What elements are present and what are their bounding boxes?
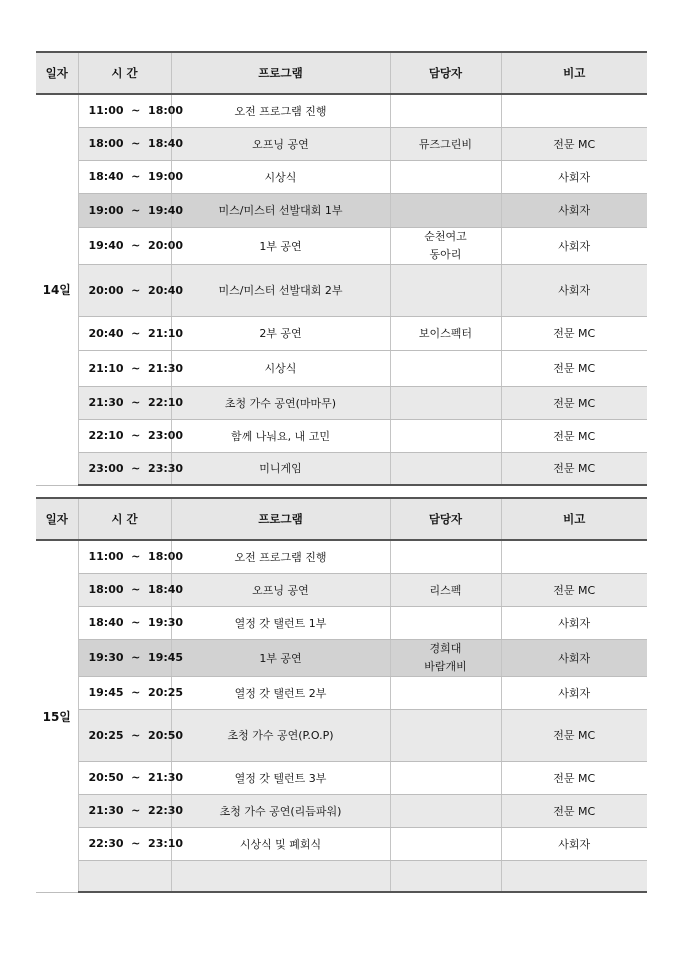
time-cell: 11:00 ~ 18:00 xyxy=(78,94,171,127)
note-cell: 사회자 xyxy=(501,606,647,639)
manager-cell xyxy=(390,193,501,227)
time-cell: 18:00 ~ 18:40 xyxy=(78,573,171,606)
time-cell: 18:40 ~ 19:30 xyxy=(78,606,171,639)
manager-cell xyxy=(390,386,501,419)
program-cell: 시상식 및 폐회식 xyxy=(171,827,390,860)
time-cell: 21:30 ~ 22:10 xyxy=(78,386,171,419)
program-cell: 오전 프로그램 진행 xyxy=(171,540,390,573)
time-cell: 22:10 ~ 23:00 xyxy=(78,419,171,452)
note-cell: 전문 MC xyxy=(501,316,647,350)
program-cell: 열정 갓 탤런트 2부 xyxy=(171,676,390,709)
program-cell: 열정 갓 탤런트 1부 xyxy=(171,606,390,639)
header-day: 일자 xyxy=(36,52,78,94)
note-cell: 전문 MC xyxy=(501,386,647,419)
table-row xyxy=(36,606,647,639)
table-row xyxy=(36,573,647,606)
note-cell: 전문 MC xyxy=(501,350,647,386)
header-day: 일자 xyxy=(36,498,78,540)
manager-cell xyxy=(390,794,501,827)
manager-cell xyxy=(390,761,501,794)
manager-cell xyxy=(390,606,501,639)
header-program: 프로그램 xyxy=(171,498,390,540)
table-row xyxy=(36,676,647,709)
manager-cell: 경희대 바람개비 xyxy=(390,639,501,676)
time-cell: 23:00 ~ 23:30 xyxy=(78,452,171,485)
manager-cell: 뮤즈그린비 xyxy=(390,127,501,160)
time-cell: 19:45 ~ 20:25 xyxy=(78,676,171,709)
time-cell xyxy=(78,860,171,892)
manager-cell: 보이스펙터 xyxy=(390,316,501,350)
header-note: 비고 xyxy=(501,498,647,540)
note-cell: 전문 MC xyxy=(501,419,647,452)
table-row xyxy=(36,264,647,316)
header-time: 시 간 xyxy=(78,52,171,94)
table-row xyxy=(36,227,647,264)
table-row xyxy=(36,160,647,193)
header-time: 시 간 xyxy=(78,498,171,540)
day-label: 14일 xyxy=(36,94,78,485)
manager-cell xyxy=(390,452,501,485)
table-row xyxy=(36,794,647,827)
note-cell: 사회자 xyxy=(501,827,647,860)
program-cell: 오전 프로그램 진행 xyxy=(171,94,390,127)
manager-cell xyxy=(390,94,501,127)
manager-cell xyxy=(390,160,501,193)
note-cell: 전문 MC xyxy=(501,452,647,485)
manager-cell xyxy=(390,540,501,573)
program-cell: 미니게임 xyxy=(171,452,390,485)
time-cell: 19:00 ~ 19:40 xyxy=(78,193,171,227)
note-cell: 사회자 xyxy=(501,676,647,709)
time-cell: 19:30 ~ 19:45 xyxy=(78,639,171,676)
table-row xyxy=(36,860,647,892)
table-row xyxy=(36,639,647,676)
time-cell: 20:25 ~ 20:50 xyxy=(78,709,171,761)
manager-cell xyxy=(390,709,501,761)
table-row xyxy=(36,350,647,386)
header-note: 비고 xyxy=(501,52,647,94)
table-row xyxy=(36,316,647,350)
note-cell: 전문 MC xyxy=(501,127,647,160)
manager-cell xyxy=(390,419,501,452)
program-cell: 오프닝 공연 xyxy=(171,573,390,606)
table-row xyxy=(36,761,647,794)
time-cell: 18:00 ~ 18:40 xyxy=(78,127,171,160)
manager-cell xyxy=(390,264,501,316)
header-manager: 담당자 xyxy=(390,498,501,540)
manager-cell xyxy=(390,860,501,892)
table-header-row xyxy=(36,52,647,94)
time-cell: 22:30 ~ 23:10 xyxy=(78,827,171,860)
table-row xyxy=(36,127,647,160)
program-cell xyxy=(171,860,390,892)
time-cell: 21:30 ~ 22:30 xyxy=(78,794,171,827)
table-row xyxy=(36,540,647,573)
note-cell: 사회자 xyxy=(501,639,647,676)
program-cell: 오프닝 공연 xyxy=(171,127,390,160)
table-row xyxy=(36,94,647,127)
manager-cell: 리스펙 xyxy=(390,573,501,606)
note-cell: 전문 MC xyxy=(501,761,647,794)
time-cell: 20:00 ~ 20:40 xyxy=(78,264,171,316)
note-cell: 사회자 xyxy=(501,264,647,316)
program-cell: 미스/미스터 선발대회 1부 xyxy=(171,193,390,227)
note-cell xyxy=(501,94,647,127)
note-cell: 전문 MC xyxy=(501,794,647,827)
schedule-table-day15 xyxy=(36,497,647,893)
table-row xyxy=(36,386,647,419)
program-cell: 시상식 xyxy=(171,160,390,193)
table-row xyxy=(36,827,647,860)
manager-cell: 순천여고 동아리 xyxy=(390,227,501,264)
program-cell: 초청 가수 공연(리듬파워) xyxy=(171,794,390,827)
program-cell: 시상식 xyxy=(171,350,390,386)
table-row xyxy=(36,419,647,452)
note-cell: 사회자 xyxy=(501,193,647,227)
note-cell xyxy=(501,540,647,573)
schedule-table-day14 xyxy=(36,51,647,486)
time-cell: 19:40 ~ 20:00 xyxy=(78,227,171,264)
manager-cell xyxy=(390,350,501,386)
program-cell: 초청 가수 공연(P.O.P) xyxy=(171,709,390,761)
note-cell: 사회자 xyxy=(501,160,647,193)
program-cell: 1부 공연 xyxy=(171,639,390,676)
time-cell: 21:10 ~ 21:30 xyxy=(78,350,171,386)
program-cell: 초청 가수 공연(마마무) xyxy=(171,386,390,419)
program-cell: 열정 갓 텔런트 3부 xyxy=(171,761,390,794)
program-cell: 함께 나눠요, 내 고민 xyxy=(171,419,390,452)
table-row xyxy=(36,193,647,227)
note-cell: 전문 MC xyxy=(501,573,647,606)
program-cell: 미스/미스터 선발대회 2부 xyxy=(171,264,390,316)
table-row xyxy=(36,709,647,761)
program-cell: 2부 공연 xyxy=(171,316,390,350)
header-program: 프로그램 xyxy=(171,52,390,94)
time-cell: 20:50 ~ 21:30 xyxy=(78,761,171,794)
table-row xyxy=(36,452,647,485)
time-cell: 11:00 ~ 18:00 xyxy=(78,540,171,573)
manager-cell xyxy=(390,676,501,709)
time-cell: 20:40 ~ 21:10 xyxy=(78,316,171,350)
day-label: 15일 xyxy=(36,540,78,892)
program-cell: 1부 공연 xyxy=(171,227,390,264)
header-manager: 담당자 xyxy=(390,52,501,94)
time-cell: 18:40 ~ 19:00 xyxy=(78,160,171,193)
table-header-row xyxy=(36,498,647,540)
note-cell: 전문 MC xyxy=(501,709,647,761)
note-cell xyxy=(501,860,647,892)
note-cell: 사회자 xyxy=(501,227,647,264)
manager-cell xyxy=(390,827,501,860)
